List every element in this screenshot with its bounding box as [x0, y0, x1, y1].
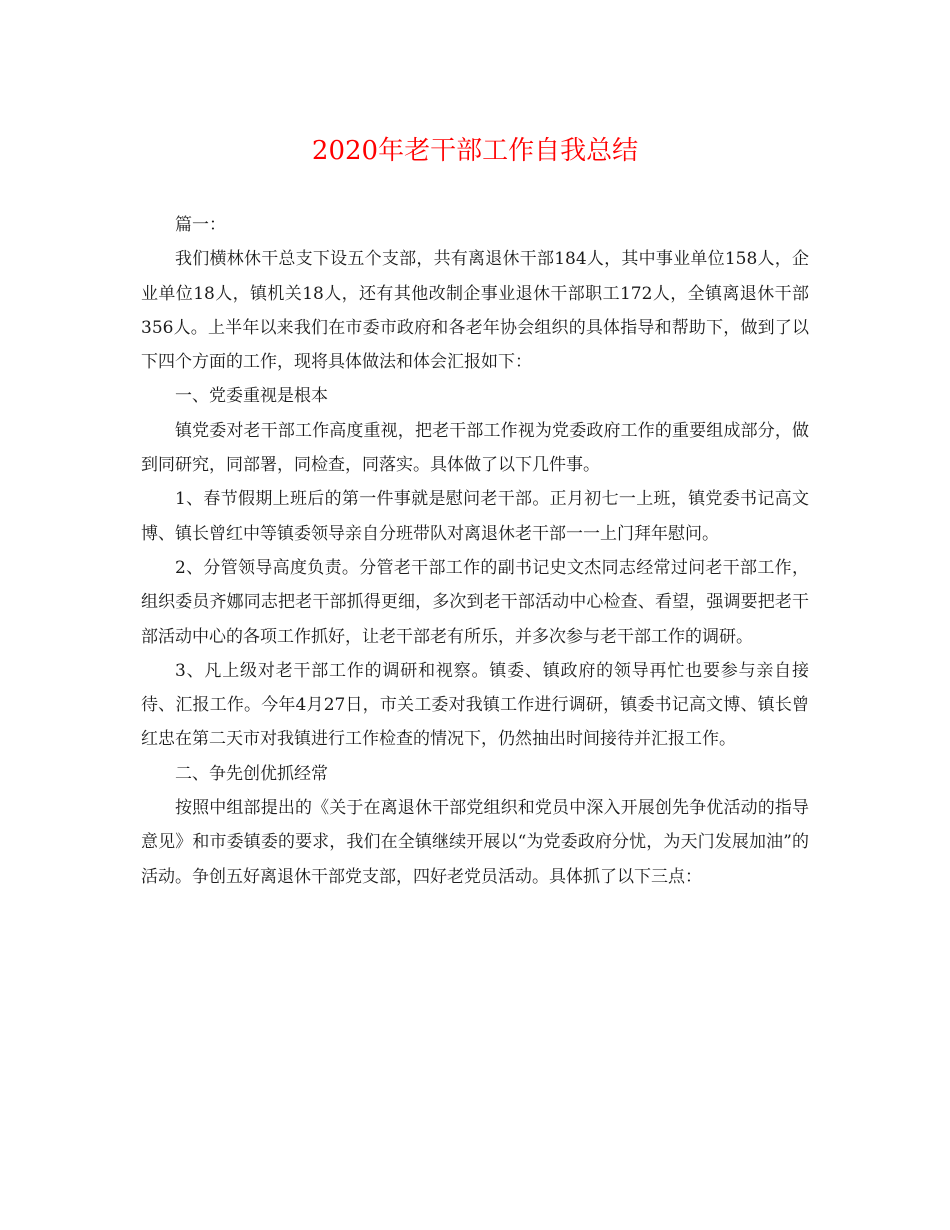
paragraph-excellence: 按照中组部提出的《关于在离退休干部党组织和党员中深入开展创先争优活动的指导意见》和市委镇委的要求，我们在全镇继续开展以“为党委政府分忧，为天门发展加油”的活动。争创五好离退休干部党支部，四好老党员活动。具体抓了以下三点： — [141, 798, 809, 887]
paragraph-party-committee: 镇党委对老干部工作高度重视，把老干部工作视为党委政府工作的重要组成部分，做到同研究，同部署，同检查，同落实。具体做了以下几件事。 — [141, 420, 809, 476]
heading-section-one: 一、党委重视是根本 — [175, 386, 328, 407]
paragraph-item-1: 1、春节假期上班后的第一件事就是慰问老干部。正月初七一上班，镇党委书记高文博、镇长曾红中等镇委领导亲自分班带队对离退休老干部一一上门拜年慰问。 — [141, 489, 809, 544]
heading-section-two: 二、争先创优抓经常 — [175, 763, 328, 784]
paragraph-item-2: 2、分管领导高度负责。分管老干部工作的副书记史文杰同志经常过问老干部工作，组织委员齐娜同志把老干部抓得更细，多次到老干部活动中心检查、看望，强调要把老干部活动中心的各项工作抓好，让老干部老有所乐，并多次参与老干部工作的调研。 — [141, 557, 809, 647]
paragraph-item-3: 3、凡上级对老干部工作的调研和视察。镇委、镇政府的领导再忙也要参与亲自接待、汇报工作。今年4月27日，市关工委对我镇工作进行调研，镇委书记高文博、镇长曾红忠在第二天市对我镇进行工作检查的情况下，仍然抽出时间接待并汇报工作。 — [141, 660, 809, 750]
document-body — [141, 208, 809, 894]
document-title: 2020年老干部工作自我总结 — [311, 136, 639, 166]
paragraph-section-label: 篇一： — [175, 215, 226, 235]
paragraph-intro: 我们横林休干总支下设五个支部，共有离退休干部184人，其中事业单位158人，企业单位18人，镇机关18人，还有其他改制企事业退休干部职工172人，全镇离退休干部356人。上半年以来我们在市委市政府和各老年协会组织的具体指导和帮助下，做到了以下四个方面的工作，现将具体做法和体会汇报如下： — [141, 249, 809, 373]
